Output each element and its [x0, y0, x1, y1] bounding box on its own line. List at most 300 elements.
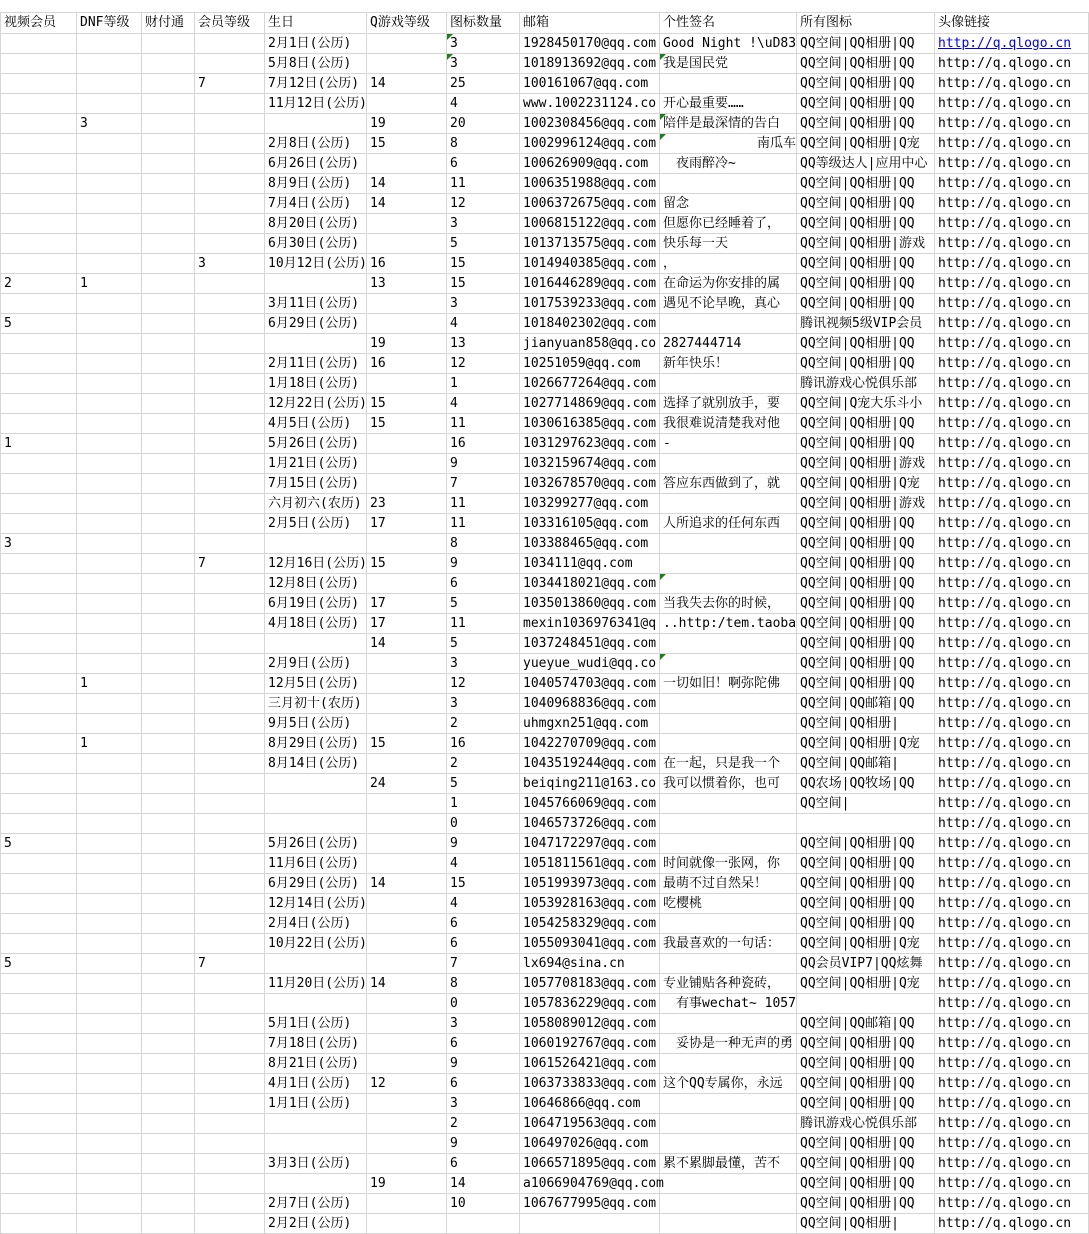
cell-video_vip[interactable] [1, 994, 77, 1014]
cell-vip_level[interactable] [195, 914, 265, 934]
cell-dnf_level[interactable] [77, 794, 142, 814]
cell-video_vip[interactable] [1, 1134, 77, 1154]
cell-dnf_level[interactable] [77, 994, 142, 1014]
cell-tenpay[interactable] [142, 634, 195, 654]
cell-avatar_link[interactable]: http://q.qlogo.cn [935, 1094, 1089, 1114]
cell-vip_level[interactable] [195, 874, 265, 894]
cell-dnf_level[interactable]: 1 [77, 674, 142, 694]
cell-dnf_level[interactable] [77, 874, 142, 894]
cell-tenpay[interactable] [142, 34, 195, 54]
cell-video_vip[interactable] [1, 774, 77, 794]
cell-vip_level[interactable] [195, 1074, 265, 1094]
cell-all_icons[interactable]: QQ空间|QQ相册|游戏 [797, 454, 935, 474]
cell-signature[interactable]: ， [660, 254, 797, 274]
cell-birthday[interactable]: 4月5日(公历) [265, 414, 367, 434]
cell-video_vip[interactable] [1, 1154, 77, 1174]
cell-q_game_level[interactable] [367, 454, 447, 474]
cell-all_icons[interactable]: QQ空间|QQ相册|游戏 [797, 234, 935, 254]
cell-signature[interactable]: 遇见不论早晚，真心 [660, 294, 797, 314]
cell-birthday[interactable]: 10月22日(公历) [265, 934, 367, 954]
cell-video_vip[interactable] [1, 134, 77, 154]
cell-avatar_link[interactable]: http://q.qlogo.cn [935, 994, 1089, 1014]
cell-q_game_level[interactable]: 14 [367, 174, 447, 194]
cell-vip_level[interactable] [195, 354, 265, 374]
cell-q_game_level[interactable] [367, 1114, 447, 1134]
cell-all_icons[interactable]: QQ空间|QQ相册|QQ [797, 274, 935, 294]
cell-icon_count[interactable]: 2 [447, 1114, 520, 1134]
cell-video_vip[interactable] [1, 174, 77, 194]
cell-all_icons[interactable]: QQ空间|QQ相册|QQ [797, 1134, 935, 1154]
cell-q_game_level[interactable] [367, 834, 447, 854]
cell-vip_level[interactable] [195, 514, 265, 534]
cell-birthday[interactable] [265, 534, 367, 554]
cell-icon_count[interactable]: 9 [447, 1134, 520, 1154]
cell-birthday[interactable]: 8月21日(公历) [265, 1054, 367, 1074]
cell-all_icons[interactable]: QQ会员VIP7|QQ炫舞 [797, 954, 935, 974]
cell-icon_count[interactable]: 4 [447, 854, 520, 874]
cell-signature[interactable]: 答应东西做到了，就 [660, 474, 797, 494]
cell-icon_count[interactable]: 6 [447, 934, 520, 954]
cell-video_vip[interactable]: 1 [1, 434, 77, 454]
cell-vip_level[interactable]: 7 [195, 954, 265, 974]
cell-video_vip[interactable] [1, 934, 77, 954]
cell-all_icons[interactable]: QQ空间|QQ相册|QQ [797, 1094, 935, 1114]
cell-dnf_level[interactable] [77, 854, 142, 874]
cell-video_vip[interactable] [1, 1014, 77, 1034]
cell-tenpay[interactable] [142, 694, 195, 714]
cell-dnf_level[interactable] [77, 234, 142, 254]
cell-vip_level[interactable] [195, 1154, 265, 1174]
cell-icon_count[interactable]: 4 [447, 394, 520, 414]
cell-avatar_link[interactable]: http://q.qlogo.cn [935, 654, 1089, 674]
cell-tenpay[interactable] [142, 1174, 195, 1194]
cell-q_game_level[interactable] [367, 994, 447, 1014]
cell-dnf_level[interactable] [77, 154, 142, 174]
cell-icon_count[interactable]: 2 [447, 754, 520, 774]
cell-video_vip[interactable]: 5 [1, 954, 77, 974]
cell-email[interactable]: 1026677264@qq.com [520, 374, 660, 394]
cell-all_icons[interactable]: QQ空间|QQ相册|Q宠 [797, 934, 935, 954]
cell-q_game_level[interactable] [367, 474, 447, 494]
cell-video_vip[interactable] [1, 354, 77, 374]
cell-all_icons[interactable]: QQ空间|QQ相册|QQ [797, 294, 935, 314]
cell-dnf_level[interactable] [77, 714, 142, 734]
cell-q_game_level[interactable]: 14 [367, 634, 447, 654]
cell-signature[interactable]: 开心最重要…… [660, 94, 797, 114]
cell-email[interactable]: 1002996124@qq.com [520, 134, 660, 154]
cell-icon_count[interactable]: 11 [447, 174, 520, 194]
cell-q_game_level[interactable]: 17 [367, 594, 447, 614]
cell-birthday[interactable]: 4月1日(公历) [265, 1074, 367, 1094]
cell-birthday[interactable]: 2月7日(公历) [265, 1194, 367, 1214]
cell-icon_count[interactable]: 1 [447, 794, 520, 814]
column-header-icon_count[interactable]: 图标数量 [447, 13, 520, 34]
cell-signature[interactable] [660, 534, 797, 554]
cell-avatar_link[interactable]: http://q.qlogo.cn [935, 174, 1089, 194]
cell-email[interactable]: 1045766069@qq.com [520, 794, 660, 814]
cell-birthday[interactable]: 6月29日(公历) [265, 874, 367, 894]
cell-all_icons[interactable]: QQ空间|QQ相册|QQ [797, 674, 935, 694]
cell-birthday[interactable]: 8月14日(公历) [265, 754, 367, 774]
cell-signature[interactable]: 在一起，只是我一个 [660, 754, 797, 774]
cell-video_vip[interactable]: 5 [1, 834, 77, 854]
cell-all_icons[interactable]: QQ空间|QQ相册|QQ [797, 54, 935, 74]
cell-email[interactable]: 106497026@qq.com [520, 1134, 660, 1154]
cell-avatar_link[interactable]: http://q.qlogo.cn [935, 374, 1089, 394]
cell-all_icons[interactable]: QQ空间|QQ相册|QQ [797, 214, 935, 234]
cell-dnf_level[interactable] [77, 894, 142, 914]
cell-birthday[interactable]: 12月5日(公历) [265, 674, 367, 694]
cell-avatar_link[interactable]: http://q.qlogo.cn [935, 954, 1089, 974]
cell-avatar_link[interactable]: http://q.qlogo.cn [935, 634, 1089, 654]
cell-tenpay[interactable] [142, 594, 195, 614]
cell-signature[interactable] [660, 654, 797, 674]
cell-birthday[interactable]: 2月4日(公历) [265, 914, 367, 934]
cell-avatar_link[interactable]: http://q.qlogo.cn [935, 134, 1089, 154]
cell-signature[interactable] [660, 714, 797, 734]
cell-all_icons[interactable]: QQ空间|QQ相册|QQ [797, 914, 935, 934]
cell-q_game_level[interactable] [367, 754, 447, 774]
cell-q_game_level[interactable] [367, 94, 447, 114]
cell-avatar_link[interactable]: http://q.qlogo.cn [935, 594, 1089, 614]
cell-avatar_link[interactable]: http://q.qlogo.cn [935, 1034, 1089, 1054]
cell-tenpay[interactable] [142, 874, 195, 894]
cell-all_icons[interactable]: QQ空间|QQ相册|QQ [797, 1174, 935, 1194]
column-header-q_game_level[interactable]: Q游戏等级 [367, 13, 447, 34]
cell-birthday[interactable]: 7月4日(公历) [265, 194, 367, 214]
cell-vip_level[interactable] [195, 174, 265, 194]
cell-vip_level[interactable] [195, 494, 265, 514]
cell-email[interactable]: 1047172297@qq.com [520, 834, 660, 854]
cell-vip_level[interactable] [195, 794, 265, 814]
cell-q_game_level[interactable]: 16 [367, 254, 447, 274]
cell-avatar_link[interactable]: http://q.qlogo.cn [935, 74, 1089, 94]
cell-icon_count[interactable]: 3 [447, 654, 520, 674]
cell-birthday[interactable] [265, 994, 367, 1014]
cell-q_game_level[interactable]: 17 [367, 514, 447, 534]
cell-all_icons[interactable]: QQ空间|QQ相册|QQ [797, 174, 935, 194]
cell-vip_level[interactable] [195, 434, 265, 454]
cell-icon_count[interactable]: 3 [447, 1014, 520, 1034]
cell-birthday[interactable]: 4月18日(公历) [265, 614, 367, 634]
cell-q_game_level[interactable] [367, 574, 447, 594]
cell-tenpay[interactable] [142, 494, 195, 514]
cell-vip_level[interactable] [195, 334, 265, 354]
cell-icon_count[interactable]: 6 [447, 1154, 520, 1174]
cell-icon_count[interactable]: 16 [447, 734, 520, 754]
cell-avatar_link[interactable]: http://q.qlogo.cn [935, 1054, 1089, 1074]
cell-vip_level[interactable] [195, 54, 265, 74]
cell-email[interactable]: 1046573726@qq.com [520, 814, 660, 834]
cell-vip_level[interactable] [195, 534, 265, 554]
cell-email[interactable]: 10251059@qq.com [520, 354, 660, 374]
cell-signature[interactable]: 我是国民党 [660, 54, 797, 74]
cell-video_vip[interactable] [1, 734, 77, 754]
cell-video_vip[interactable] [1, 874, 77, 894]
cell-tenpay[interactable] [142, 234, 195, 254]
cell-email[interactable]: 1058089012@qq.com [520, 1014, 660, 1034]
cell-email[interactable]: 1064719563@qq.com [520, 1114, 660, 1134]
cell-icon_count[interactable]: 3 [447, 34, 520, 54]
cell-tenpay[interactable] [142, 614, 195, 634]
cell-video_vip[interactable] [1, 854, 77, 874]
cell-signature[interactable]: 妥协是一种无声的勇 [660, 1034, 797, 1054]
cell-all_icons[interactable]: QQ空间|Q宠大乐斗小 [797, 394, 935, 414]
cell-q_game_level[interactable] [367, 894, 447, 914]
cell-birthday[interactable] [265, 114, 367, 134]
cell-all_icons[interactable]: QQ空间|QQ相册|QQ [797, 574, 935, 594]
column-header-video_vip[interactable]: 视频会员 [1, 13, 77, 34]
cell-q_game_level[interactable]: 14 [367, 74, 447, 94]
cell-email[interactable]: 1017539233@qq.com [520, 294, 660, 314]
cell-avatar_link[interactable]: http://q.qlogo.cn [935, 974, 1089, 994]
cell-q_game_level[interactable] [367, 534, 447, 554]
cell-q_game_level[interactable]: 23 [367, 494, 447, 514]
cell-dnf_level[interactable] [77, 954, 142, 974]
cell-video_vip[interactable] [1, 1034, 77, 1054]
cell-email[interactable]: 1030616385@qq.com [520, 414, 660, 434]
cell-all_icons[interactable]: QQ空间|QQ相册|QQ [797, 94, 935, 114]
cell-all_icons[interactable]: QQ空间| [797, 794, 935, 814]
cell-dnf_level[interactable] [77, 94, 142, 114]
cell-dnf_level[interactable] [77, 1214, 142, 1234]
cell-all_icons[interactable]: QQ空间|QQ邮箱|QQ [797, 1014, 935, 1034]
cell-dnf_level[interactable] [77, 474, 142, 494]
cell-icon_count[interactable]: 6 [447, 914, 520, 934]
cell-video_vip[interactable] [1, 474, 77, 494]
cell-vip_level[interactable]: 3 [195, 254, 265, 274]
cell-email[interactable]: 1002308456@qq.com [520, 114, 660, 134]
cell-birthday[interactable]: 5月26日(公历) [265, 834, 367, 854]
cell-q_game_level[interactable]: 15 [367, 394, 447, 414]
cell-icon_count[interactable]: 0 [447, 814, 520, 834]
cell-tenpay[interactable] [142, 774, 195, 794]
cell-birthday[interactable]: 11月12日(公历) [265, 94, 367, 114]
cell-icon_count[interactable]: 0 [447, 994, 520, 1014]
cell-icon_count[interactable]: 11 [447, 514, 520, 534]
cell-vip_level[interactable] [195, 374, 265, 394]
cell-all_icons[interactable]: QQ空间|QQ相册|QQ [797, 654, 935, 674]
cell-q_game_level[interactable]: 14 [367, 974, 447, 994]
cell-all_icons[interactable]: 腾讯视频5级VIP会员 [797, 314, 935, 334]
cell-vip_level[interactable] [195, 1054, 265, 1074]
cell-video_vip[interactable] [1, 294, 77, 314]
cell-birthday[interactable]: 2月5日(公历) [265, 514, 367, 534]
cell-all_icons[interactable]: QQ空间|QQ相册|QQ [797, 1054, 935, 1074]
cell-avatar_link[interactable]: http://q.qlogo.cn [935, 614, 1089, 634]
cell-avatar_link[interactable]: http://q.qlogo.cn [935, 154, 1089, 174]
cell-signature[interactable]: 留念 [660, 194, 797, 214]
cell-video_vip[interactable] [1, 1174, 77, 1194]
cell-dnf_level[interactable] [77, 634, 142, 654]
cell-dnf_level[interactable] [77, 914, 142, 934]
cell-video_vip[interactable] [1, 614, 77, 634]
cell-vip_level[interactable] [195, 574, 265, 594]
cell-vip_level[interactable] [195, 1174, 265, 1194]
cell-birthday[interactable]: 1月18日(公历) [265, 374, 367, 394]
cell-dnf_level[interactable] [77, 34, 142, 54]
cell-all_icons[interactable]: QQ空间|QQ相册|QQ [797, 34, 935, 54]
cell-video_vip[interactable]: 2 [1, 274, 77, 294]
cell-video_vip[interactable] [1, 894, 77, 914]
cell-q_game_level[interactable] [367, 294, 447, 314]
cell-birthday[interactable]: 3月3日(公历) [265, 1154, 367, 1174]
column-header-signature[interactable]: 个性签名 [660, 13, 797, 34]
cell-vip_level[interactable] [195, 734, 265, 754]
cell-video_vip[interactable]: 5 [1, 314, 77, 334]
cell-email[interactable]: 1013713575@qq.com [520, 234, 660, 254]
cell-tenpay[interactable] [142, 1014, 195, 1034]
cell-tenpay[interactable] [142, 354, 195, 374]
cell-dnf_level[interactable] [77, 1094, 142, 1114]
cell-all_icons[interactable]: QQ空间|QQ相册|Q宠 [797, 734, 935, 754]
cell-icon_count[interactable]: 6 [447, 574, 520, 594]
cell-tenpay[interactable] [142, 1154, 195, 1174]
cell-tenpay[interactable] [142, 414, 195, 434]
cell-video_vip[interactable] [1, 514, 77, 534]
cell-q_game_level[interactable]: 14 [367, 194, 447, 214]
cell-vip_level[interactable] [195, 934, 265, 954]
cell-tenpay[interactable] [142, 654, 195, 674]
cell-q_game_level[interactable]: 16 [367, 354, 447, 374]
cell-birthday[interactable]: 2月2日(公历) [265, 1214, 367, 1234]
cell-q_game_level[interactable] [367, 814, 447, 834]
cell-video_vip[interactable] [1, 74, 77, 94]
cell-tenpay[interactable] [142, 294, 195, 314]
cell-icon_count[interactable]: 3 [447, 294, 520, 314]
cell-email[interactable] [520, 1214, 660, 1234]
cell-vip_level[interactable] [195, 834, 265, 854]
cell-vip_level[interactable] [195, 94, 265, 114]
cell-all_icons[interactable]: QQ空间|QQ相册|QQ [797, 334, 935, 354]
cell-tenpay[interactable] [142, 434, 195, 454]
cell-all_icons[interactable]: QQ空间|QQ相册|Q宠 [797, 134, 935, 154]
cell-vip_level[interactable]: 7 [195, 74, 265, 94]
cell-icon_count[interactable]: 9 [447, 454, 520, 474]
cell-vip_level[interactable] [195, 314, 265, 334]
cell-q_game_level[interactable] [367, 1194, 447, 1214]
cell-tenpay[interactable] [142, 274, 195, 294]
cell-dnf_level[interactable] [77, 774, 142, 794]
cell-dnf_level[interactable] [77, 934, 142, 954]
cell-avatar_link[interactable]: http://q.qlogo.cn [935, 854, 1089, 874]
cell-vip_level[interactable] [195, 414, 265, 434]
cell-vip_level[interactable] [195, 34, 265, 54]
cell-tenpay[interactable] [142, 1094, 195, 1114]
cell-avatar_link[interactable]: http://q.qlogo.cn [935, 534, 1089, 554]
cell-dnf_level[interactable] [77, 54, 142, 74]
cell-dnf_level[interactable] [77, 434, 142, 454]
cell-dnf_level[interactable] [77, 414, 142, 434]
cell-vip_level[interactable] [195, 1094, 265, 1114]
cell-dnf_level[interactable] [77, 754, 142, 774]
cell-icon_count[interactable]: 3 [447, 694, 520, 714]
cell-dnf_level[interactable] [77, 334, 142, 354]
cell-icon_count[interactable]: 20 [447, 114, 520, 134]
cell-signature[interactable] [660, 1194, 797, 1214]
cell-tenpay[interactable] [142, 754, 195, 774]
cell-video_vip[interactable] [1, 254, 77, 274]
cell-email[interactable]: 1063733833@qq.com [520, 1074, 660, 1094]
cell-signature[interactable]: 2827444714 [660, 334, 797, 354]
cell-tenpay[interactable] [142, 54, 195, 74]
cell-avatar_link[interactable]: http://q.qlogo.cn [935, 934, 1089, 954]
cell-tenpay[interactable] [142, 914, 195, 934]
column-header-vip_level[interactable]: 会员等级 [195, 13, 265, 34]
cell-email[interactable]: 1034111@qq.com [520, 554, 660, 574]
cell-email[interactable]: 1051811561@qq.com [520, 854, 660, 874]
cell-q_game_level[interactable] [367, 914, 447, 934]
cell-email[interactable]: 1928450170@qq.com [520, 34, 660, 54]
cell-email[interactable]: 103299277@qq.com [520, 494, 660, 514]
cell-tenpay[interactable] [142, 734, 195, 754]
cell-q_game_level[interactable] [367, 314, 447, 334]
cell-email[interactable]: 1027714869@qq.com [520, 394, 660, 414]
cell-email[interactable]: 1042270709@qq.com [520, 734, 660, 754]
cell-tenpay[interactable] [142, 794, 195, 814]
cell-birthday[interactable]: 2月8日(公历) [265, 134, 367, 154]
cell-vip_level[interactable]: 7 [195, 554, 265, 574]
cell-avatar_link[interactable]: http://q.qlogo.cn [935, 1114, 1089, 1134]
cell-tenpay[interactable] [142, 1134, 195, 1154]
cell-video_vip[interactable] [1, 754, 77, 774]
cell-avatar_link[interactable]: http://q.qlogo.cn [935, 1214, 1089, 1234]
cell-signature[interactable] [660, 814, 797, 834]
cell-email[interactable]: 1006372675@qq.com [520, 194, 660, 214]
cell-q_game_level[interactable]: 13 [367, 274, 447, 294]
cell-vip_level[interactable] [195, 294, 265, 314]
cell-email[interactable]: 1032678570@qq.com [520, 474, 660, 494]
cell-avatar_link[interactable]: http://q.qlogo.cn [935, 314, 1089, 334]
cell-avatar_link[interactable]: http://q.qlogo.cn [935, 294, 1089, 314]
cell-icon_count[interactable]: 15 [447, 274, 520, 294]
cell-q_game_level[interactable] [367, 34, 447, 54]
cell-dnf_level[interactable] [77, 574, 142, 594]
cell-q_game_level[interactable] [367, 1034, 447, 1054]
cell-avatar_link[interactable]: http://q.qlogo.cn [935, 54, 1089, 74]
cell-birthday[interactable]: 5月8日(公历) [265, 54, 367, 74]
cell-birthday[interactable]: 6月29日(公历) [265, 314, 367, 334]
cell-icon_count[interactable]: 4 [447, 94, 520, 114]
cell-tenpay[interactable] [142, 834, 195, 854]
cell-birthday[interactable] [265, 814, 367, 834]
cell-icon_count[interactable]: 12 [447, 354, 520, 374]
cell-dnf_level[interactable] [77, 614, 142, 634]
cell-birthday[interactable]: 3月11日(公历) [265, 294, 367, 314]
cell-icon_count[interactable]: 3 [447, 214, 520, 234]
cell-icon_count[interactable]: 16 [447, 434, 520, 454]
cell-vip_level[interactable] [195, 754, 265, 774]
cell-avatar_link[interactable]: http://q.qlogo.cn [935, 754, 1089, 774]
cell-signature[interactable]: 最萌不过自然呆！ [660, 874, 797, 894]
cell-email[interactable]: 1040574703@qq.com [520, 674, 660, 694]
cell-all_icons[interactable]: QQ空间|QQ相册|QQ [797, 1034, 935, 1054]
cell-birthday[interactable]: 11月20日(公历) [265, 974, 367, 994]
cell-video_vip[interactable] [1, 914, 77, 934]
cell-tenpay[interactable] [142, 894, 195, 914]
cell-vip_level[interactable] [195, 894, 265, 914]
cell-tenpay[interactable] [142, 214, 195, 234]
cell-birthday[interactable] [265, 334, 367, 354]
cell-signature[interactable]: 夜雨醉冷~ [660, 154, 797, 174]
cell-email[interactable]: 1006815122@qq.com [520, 214, 660, 234]
cell-dnf_level[interactable] [77, 1034, 142, 1054]
cell-signature[interactable]: 选择了就别放手，要 [660, 394, 797, 414]
cell-signature[interactable]: 我可以惯着你，也可 [660, 774, 797, 794]
cell-signature[interactable] [660, 1014, 797, 1034]
cell-tenpay[interactable] [142, 934, 195, 954]
cell-video_vip[interactable] [1, 214, 77, 234]
